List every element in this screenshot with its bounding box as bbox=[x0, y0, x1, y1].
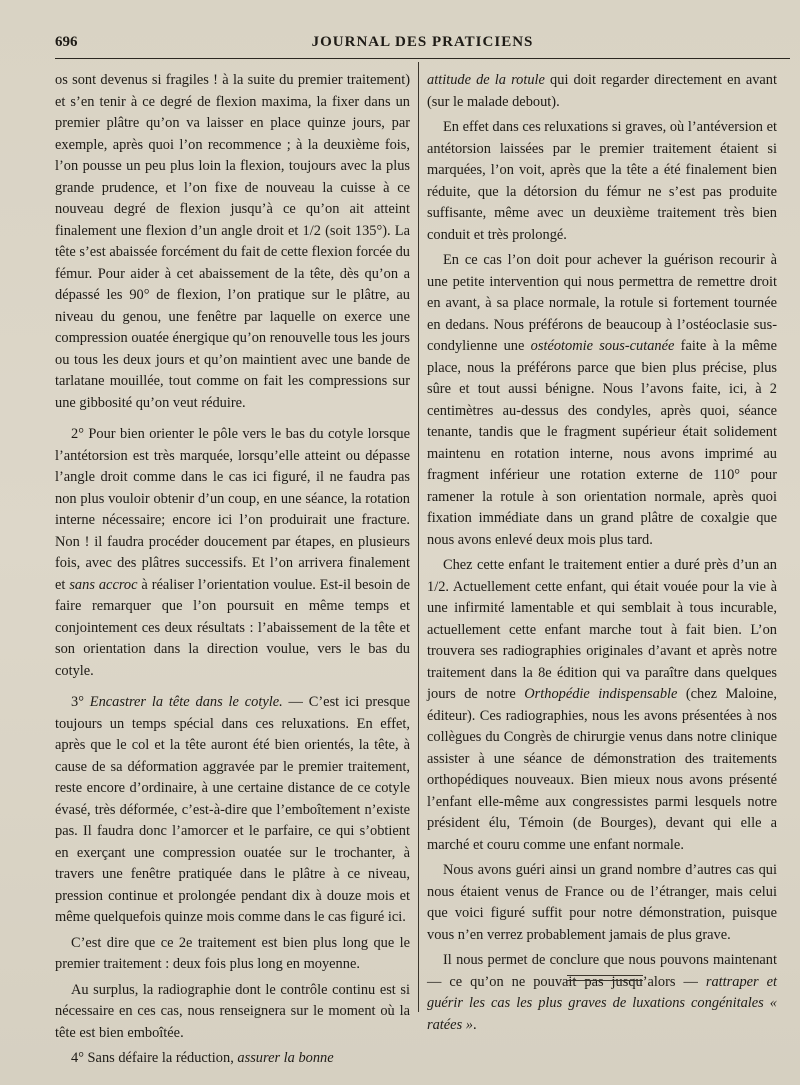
right-column bbox=[427, 70, 777, 1040]
page-number: 696 bbox=[55, 34, 78, 50]
paragraph bbox=[55, 1048, 410, 1070]
italic-run: Orthopédie indispensable bbox=[524, 686, 678, 702]
page-header bbox=[55, 30, 790, 60]
text-run: En ce cas l’on doit pour achever la guérison recourir à une petite intervention qui nous permettra de remettre droit en avant, à sa place normale, la rotule si fortement tournée en dedans. Nous préférons de beaucoup à l’ostéoclasie sus-condylienne une bbox=[427, 252, 777, 354]
paragraph bbox=[427, 950, 777, 1036]
column-divider bbox=[418, 62, 419, 1012]
paragraph: Au surplus, la radiographie dont le contrôle continu est si nécessaire en ces cas, nous renseignera sur le moment où la tête est bien emboîtée. bbox=[55, 981, 410, 1041]
italic-run: assurer la bonne bbox=[237, 1050, 334, 1066]
end-rule bbox=[567, 975, 643, 976]
paragraph: Nous avons guéri ainsi un grand nombre d’autres cas qui nous étaient venus de France ou de l’étranger, mais celui que voici figuré suffit pour notre démonstration, puisque vous n’en verrez probablement jamais de plus grave. bbox=[427, 862, 777, 943]
text-run: à réaliser l’orientation voulue. Est-il besoin de faire remarquer que l’on poursuit en même temps et conjointement ces deux résultats : l’abaissement de la tête et son orientation dans la direction voulue, vers le bas du cotyle. bbox=[55, 576, 411, 679]
text-run: qui doit regarder directement en avant (sur le malade debout). bbox=[427, 72, 777, 110]
paragraph: En effet dans ces reluxations si graves, où l’antéversion et antétorsion laissées par le premier traitement étaient si marquées, l’on voit, après que la tête a été finalement bien réduite, que la détorsion du fémur ne s’est pas produite suffisante, même avec un deuxième traitement très bien conduit et très prolongé. bbox=[427, 119, 777, 243]
paragraph bbox=[55, 424, 410, 682]
paragraph: C’est dire que ce 2e traitement est bien plus long que le premier traitement : deux fois plus long en moyenne. bbox=[55, 934, 410, 972]
paragraph: os sont devenus si fragiles ! à la suite du premier traitement) et s’en tenir à ce degré de flexion maxima, la fixer dans un premier plâtre qu’on va laisser en place quinze jours, par exemple, après quoi l’on recommence ; à la deuxième fois, l’on pousse un peu plus loin la flexion, toujours avec la plus grande prudence, et l’on fixe de nouveau la cuisse à ce nouveau degré de flexion jusqu’à ce qu’on ait atteint finalement une flexion d’un angle droit et 1/2 (soit 135°). La tête s’est abaissée forcément du fait de cette flexion forcée du fémur. Pour aider à cet abaissement de la tête, dès qu’on a dépassé les 90° de flexion, l’on pratique sur le plâtre, au niveau du genou, une fenêtre par laquelle on exerce une compression ouatée énergique qu’on renouvelle tous les jours ou tous les deux jours et qu’on maintient avec une bande de tarlatane mouillée, tout comme on fait les compressions sur une gibbosité qu’on veut réduire. bbox=[55, 72, 411, 411]
text-run: — C’est ici presque toujours un temps spécial dans ces reluxations. En effet, après que le col et la tête auront été bien orientés, la tête, à cause de sa déformation aggravée par le premier traitement, reste encore d’ordinaire, à une certaine distance de ce cotyle évasé, très déformée, c’est-à-dire que l’emboîtement n’existe pas. Il faudra donc l’amorcer et le parfaire, ce qui s’obtient en exerçant une compression ouatée sur le trochanter, à travers une fenêtre pratiquée dans le plâtre à ce niveau, pression continue et prolongée pendant dix à douze mois et même quelquefois quinze mois comme dans le cas figuré ici. bbox=[55, 694, 410, 925]
paragraph bbox=[55, 692, 410, 929]
italic-run: rattraper et guérir les cas les plus graves de luxations congénitales « ratées » bbox=[427, 973, 777, 1033]
text-run: Il nous permet de conclure que nous pouvons maintenant — ce qu’on ne pouvait pas jusqu’alors — bbox=[427, 952, 777, 990]
italic-run: sans accroc bbox=[69, 576, 138, 593]
paragraph bbox=[427, 70, 777, 113]
text-run: Chez cette enfant le traitement entier a duré près d’un an 1/2. Actuellement cette enfant, qui était vouée pour la vie à une infirmité lamentable et qui semblait à tous incurable, actuellement cette enfant marche tout à fait bien. L’on trouvera ses radiographies originales d’avant et après notre traitement dans la 8e édition qui va paraître dans quelques jours de notre bbox=[427, 557, 777, 702]
left-column bbox=[55, 70, 410, 1074]
header-rule bbox=[55, 58, 790, 59]
italic-run: Encastrer la tête dans le cotyle. bbox=[89, 694, 283, 710]
end-rule bbox=[567, 980, 643, 981]
text-run: (chez Maloine, éditeur). Ces radiographies, nous les avons présentées à nos collègues du Congrès de chirurgie venus dans notre clinique assister à une séance de démonstration des traitements orthopédiques nouveaux. Bien mieux nous avons présenté l’enfant elle-même aux congressistes parmi lesquels notre président élu, Témoin (de Bourges), devant qui elle a marché et couru comme une enfant normale. bbox=[427, 686, 777, 853]
italic-run: ostéotomie sous-cutanée bbox=[530, 338, 675, 354]
paragraph bbox=[427, 250, 777, 551]
journal-title: JOURNAL DES PRATICIENS bbox=[311, 34, 534, 50]
italic-run: attitude de la rotule bbox=[427, 72, 545, 88]
text-run: faite à la même place, nous la préférons parce que bien plus précise, plus sûre et tout aussi bénigne. Nous l’avons faite, ici, à 2 centimètres au-dessus des condyles, après quoi, séance tenante, tandis que le fragment supérieur était solidement maintenu en rotation interne, nous avons imprimé au fragment inférieur une rotation externe de 110° pour ramener la rotule à son orientation normale, après quoi fixation immédiate dans un grand plâtre de coxalgie que nous avons enlevé deux mois plus tard. bbox=[427, 338, 777, 548]
text-run: 4° Sans défaire la réduction, bbox=[71, 1050, 238, 1066]
text-run: 3° bbox=[71, 694, 90, 710]
text-run: 2° Pour bien orienter le pôle vers le bas du cotyle lorsque l’antétorsion est très marquée, lorsqu’elle atteint ou dépasse l’angle droit comme dans le cas ici figuré, il ne faudra pas non plus vouloir obtenir d’un coup, en une séance, la rotation interne nécessaire; encore ici l’on produirait une fracture. Non ! il faudra procéder doucement par étapes, en plusieurs fois, avec des plâtres successifs. Et l’on arrivera finalement et bbox=[55, 426, 410, 593]
paragraph bbox=[427, 555, 777, 856]
text-run: . bbox=[472, 1016, 477, 1033]
